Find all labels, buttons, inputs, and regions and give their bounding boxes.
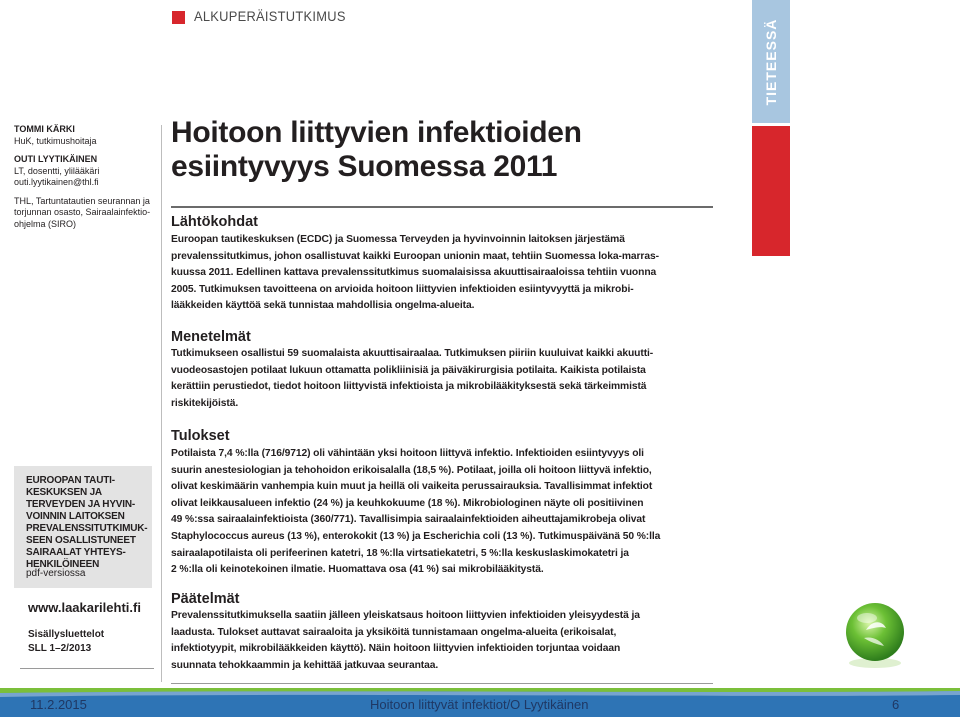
- left-bottom-rule: [20, 668, 154, 669]
- section-heading-background: Lähtökohdat: [171, 214, 258, 230]
- side-tab-label: TIETEESSÄ: [763, 18, 779, 106]
- body-line: 2005. Tutkimuksen tavoitteena on arvioida hoitoon liittyvien infektioiden esiintyvyyttä ja mikrobi-: [171, 283, 634, 295]
- footer-date: 11.2.2015: [30, 697, 87, 712]
- author1-title: HuK, tutkimushoitaja: [14, 135, 97, 146]
- article-bottom-rule: [171, 683, 713, 684]
- info-box-sub: pdf-versiossa: [26, 568, 86, 579]
- info-box-text: [26, 475, 148, 571]
- header-red-square: [172, 11, 185, 24]
- section-body-results: [171, 446, 716, 579]
- author1-name: TOMMI KÄRKI: [14, 124, 75, 134]
- body-line: 2 %:lla oli keinotekoinen ilmatie. Huomattava osa (41 %) sai mikrobilääkitystä.: [171, 564, 544, 576]
- body-line: suunnata tehokkaammin ja kehittää jatkuvaa seurantaa.: [171, 659, 439, 671]
- toc-block: [28, 628, 153, 656]
- affiliation-line: torjunnan osasto, Sairaalainfektio-: [14, 207, 151, 217]
- info-box-line: PREVALENSSITUTKIMUK-: [26, 523, 148, 534]
- body-line: vuodeosastojen potilaat lukuun ottamatta polikliinisiä ja päiväkirurgisia potilaita. Kaikista potilaista: [171, 364, 646, 376]
- info-box-line: KESKUKSEN JA: [26, 487, 102, 498]
- body-line: kuussa 2011. Edellinen kattava prevalenssitutkimus suomalaisissa akuuttisairaaloissa tehtiin vuonna: [171, 267, 657, 279]
- section-heading-conclusions: Päätelmät: [171, 591, 240, 607]
- title-rule: [171, 206, 713, 208]
- body-line: Potilaista 7,4 %:lla (716/9712) oli vähintään yksi hoitoon liittyvä infektio. Infektioiden esiintyvyys oli: [171, 448, 644, 459]
- body-line: Prevalenssitutkimuksella saatiin jälleen yleiskatsaus hoitoon liittyvien infektioiden yleisyydestä ja: [171, 610, 640, 621]
- info-box-line: VOINNIN LAITOKSEN: [26, 511, 125, 522]
- info-box-line: EUROOPAN TAUTI-: [26, 475, 115, 486]
- footer-page-number: 6: [892, 697, 900, 712]
- author2-title: LT, dosentti, ylilääkäri: [14, 165, 100, 176]
- side-tab-label-wrap: [752, 0, 790, 123]
- info-box-line: SEEN OSALLISTUNEET: [26, 535, 136, 546]
- body-line: infektiotyypit, mikrobilääkkeiden käyttö). Näin hoitoon liittyvien infektioiden torjuntaa voidaan: [171, 643, 621, 655]
- body-line: laadusta. Tulokset auttavat sairaaloita ja yksiköitä tunnistamaan ongelma-alueita (erikoisalat,: [171, 626, 617, 638]
- body-line: suurin anestesiologian ja tehohoidon erikoisalalla (18,5 %). Potilaat, joilla oli hoitoon liittyvä infektio,: [171, 464, 652, 476]
- body-line: olivat keskimäärin vanhempia kuin muut ja heillä oli vaikeita perussairauksia. Tavallisimmat infektiot: [171, 481, 653, 493]
- title-line-2: esiintyvyys Suomessa 2011: [171, 150, 558, 183]
- body-line: lääkkeiden käyttöä sekä tunnistaa mahdollisia ongelma-alueita.: [171, 300, 475, 312]
- body-line: 49 %:ssa sairaalainfektioista (360/771). Tavallisimpia sairaalainfektioiden aiheuttajamikrobeja olivat: [171, 514, 646, 526]
- section-heading-methods: Menetelmät: [171, 329, 251, 345]
- body-line: Euroopan tautikeskuksen (ECDC) ja Suomessa Terveyden ja hyvinvoinnin laitoksen järjestämä: [171, 234, 625, 245]
- title-line-1: Hoitoon liittyvien infektioiden: [171, 116, 582, 149]
- info-box-line: TERVEYDEN JA HYVIN-: [26, 499, 136, 510]
- affiliation-line: ohjelma (SIRO): [14, 218, 77, 229]
- info-box-line: HENKILÖINEEN: [26, 559, 100, 570]
- body-line: Staphylococcus aureus (13 %), enterokokit (13 %) ja Escherichia coli (13 %). Tutkimuspäivänä 50 %:lla: [171, 530, 661, 542]
- info-box-line: SAIRAALAT YHTEYS-: [26, 547, 126, 558]
- section-body-conclusions: [171, 608, 716, 674]
- author2-name: OUTI LYYTIKÄINEN: [14, 154, 98, 164]
- body-line: riskitekijöistä.: [171, 397, 239, 409]
- toc-label: Sisällysluettelot: [28, 629, 105, 640]
- affiliation-line: THL, Tartuntatautien seurannan ja: [14, 195, 150, 206]
- green-orb-icon: [842, 600, 908, 670]
- article-title: [171, 116, 731, 184]
- body-line: kerättiin perustiedot, tiedot hoitoon liittyvistä infektioista ja mikrobilääkityksestä sekä tärkeimmistä: [171, 381, 647, 393]
- section-label: ALKUPERÄISTUTKIMUS: [194, 8, 346, 24]
- author2-email[interactable]: outi.lyytikainen@thl.fi: [14, 177, 99, 187]
- footer-title: Hoitoon liittyvät infektiot/O Lyytikäinen: [370, 697, 589, 712]
- body-line: olivat leikkausalueen infektio (24 %) ja keuhkokuume (18 %). Mikrobiologinen näyte oli positiivinen: [171, 497, 644, 509]
- column-divider: [161, 125, 162, 682]
- section-body-background: [171, 232, 716, 315]
- section-heading-results: Tulokset: [171, 428, 230, 444]
- site-link[interactable]: www.laakarilehti.fi: [28, 600, 141, 615]
- body-line: prevalenssitutkimus, johon osallistuvat kaikki Euroopan unionin maat, tehtiin Suomessa loka-marras-: [171, 250, 659, 262]
- body-line: sairaalapotilaista oli perifeerinen katetri, 18 %:lla virtsatiekatetri, 5 %:lla keskuslaskimokatetri ja: [171, 547, 629, 559]
- section-body-methods: [171, 346, 716, 412]
- toc-ref: SLL 1–2/2013: [28, 643, 92, 654]
- body-line: Tutkimukseen osallistui 59 suomalaista akuuttisairaalaa. Tutkimuksen piiriin kuuluivat kaikki akuutti-: [171, 348, 654, 359]
- author-column: [14, 124, 154, 230]
- side-tab-red: [752, 126, 790, 256]
